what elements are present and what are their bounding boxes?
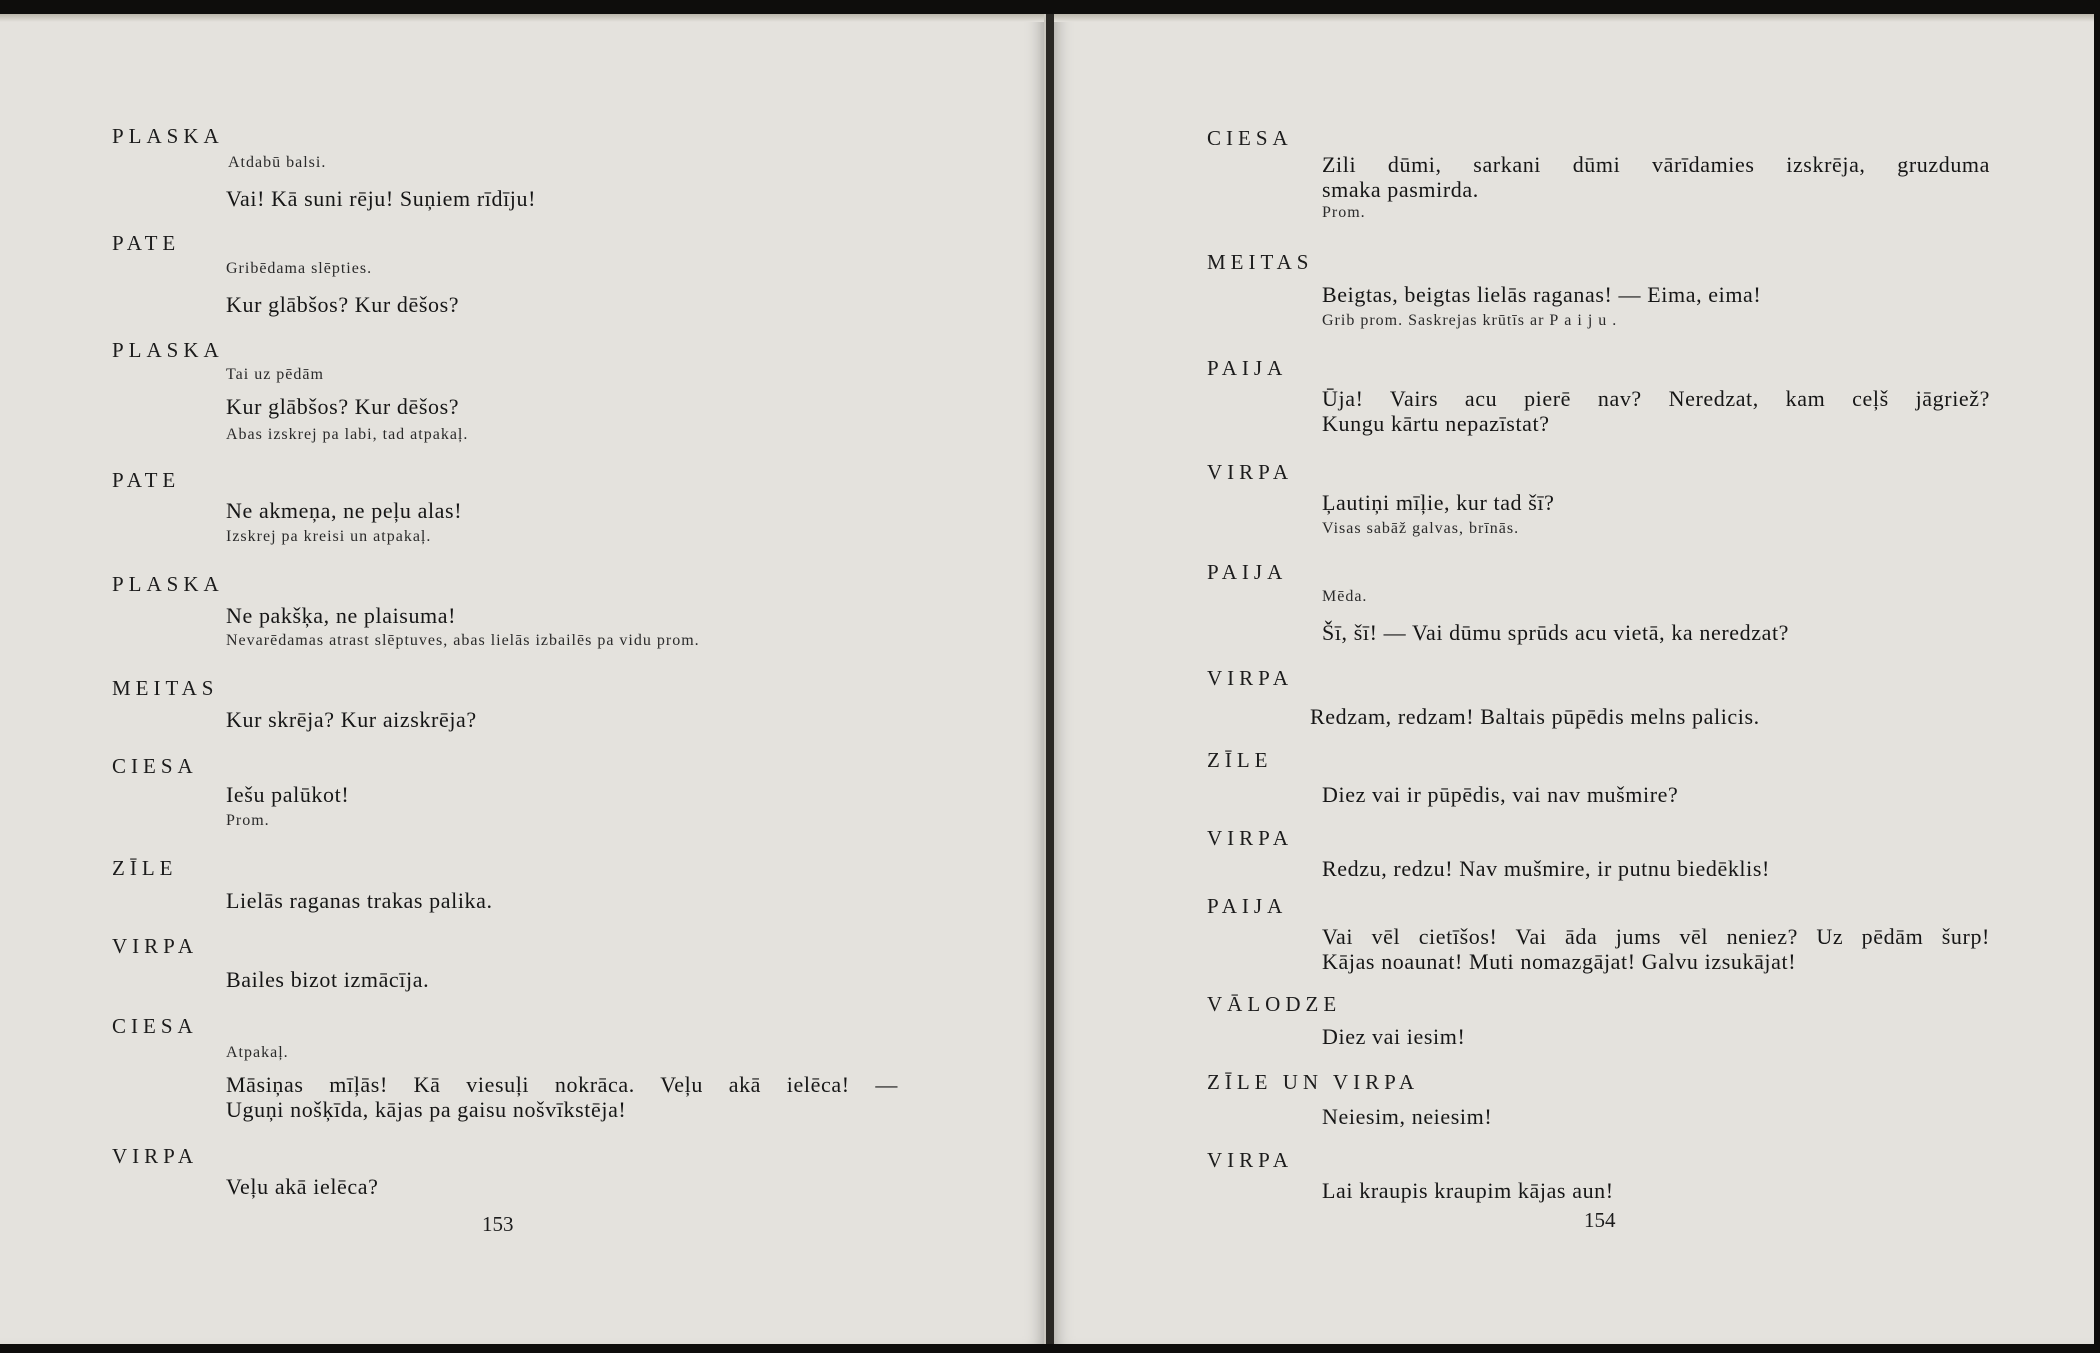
speaker-name: VIRPA	[1207, 666, 1294, 690]
speech-line: Kur glābšos? Kur dēšos?	[226, 292, 460, 317]
speech-line: Diez vai ir pūpēdis, vai nav mušmire?	[1322, 782, 1679, 807]
speaker-name: MEITAS	[1207, 250, 1314, 274]
right-page	[1054, 14, 2094, 1344]
speaker-name: VIRPA	[112, 1144, 199, 1168]
stage-direction	[1322, 312, 1622, 330]
speech-line: Redzam, redzam! Baltais pūpēdis melns palicis.	[1310, 704, 1760, 729]
speech-line: Kājas noaunat! Muti nomazgājat! Galvu izsukājat!	[1322, 949, 1797, 974]
speaker-name: CIESA	[112, 1014, 198, 1038]
page-top-edge	[1054, 14, 2094, 22]
stage-direction: Visas sabāž galvas, brīnās.	[1322, 520, 1520, 537]
speech-line: Diez vai iesim!	[1322, 1024, 1466, 1049]
stage-direction: Abas izskrej pa labi, tad atpakaļ.	[226, 426, 469, 443]
stage-direction: Izskrej pa kreisi un atpakaļ.	[226, 528, 432, 545]
page-number: 154	[1584, 1208, 1616, 1232]
speech-paragraph	[226, 1072, 898, 1122]
speech-line: Kur skrēja? Kur aizskrēja?	[226, 707, 477, 732]
speaker-name: CIESA	[112, 754, 198, 778]
speech-line: Vai! Kā suni rēju! Suņiem rīdīju!	[226, 186, 537, 211]
speaker-name: PAIJA	[1207, 356, 1288, 380]
speech-line: Bailes bizot izmācīja.	[226, 967, 430, 992]
book-gutter	[1046, 14, 1054, 1344]
speech-line: Kur glābšos? Kur dēšos?	[226, 394, 460, 419]
character-name-spaced: Paiju.	[1549, 312, 1623, 329]
stage-direction-text: Grib prom. Saskrejas krūtīs ar	[1322, 312, 1545, 329]
speaker-name: MEITAS	[112, 676, 219, 700]
speaker-name: VIRPA	[1207, 460, 1294, 484]
speech-line: Ļautiņi mīļie, kur tad šī?	[1322, 490, 1555, 515]
left-page	[0, 14, 1046, 1344]
stage-direction: Mēda.	[1322, 588, 1368, 605]
speaker-name: PLASKA	[112, 124, 224, 148]
speech-line: Beigtas, beigtas lielās raganas! — Eima, eima!	[1322, 282, 1762, 307]
speaker-name: ZĪLE	[1207, 748, 1273, 772]
stage-direction: Tai uz pēdām	[226, 366, 324, 383]
speech-line: Kungu kārtu nepazīstat?	[1322, 411, 1550, 436]
speech-paragraph	[1322, 152, 1990, 202]
speech-line: Veļu akā ielēca?	[226, 1174, 379, 1199]
speech-line: Lielās raganas trakas palika.	[226, 888, 493, 913]
speaker-name: VIRPA	[1207, 1148, 1294, 1172]
speech-paragraph	[1322, 386, 1990, 436]
speech-paragraph	[1322, 924, 1990, 974]
speaker-name: ZĪLE	[112, 856, 178, 880]
stage-direction: Gribēdama slēpties.	[226, 260, 373, 277]
page-number: 153	[482, 1212, 514, 1236]
page-top-edge	[0, 14, 1044, 22]
speech-line: Šī, šī! — Vai dūmu sprūds acu vietā, ka neredzat?	[1322, 620, 1790, 645]
stage-direction: Atdabū balsi.	[228, 154, 327, 171]
speaker-name: VĀLODZE	[1207, 992, 1342, 1016]
speaker-name: PATE	[112, 231, 181, 255]
stage-direction: Nevarēdamas atrast slēptuves, abas lielās izbailēs pa vidu prom.	[226, 632, 700, 649]
speaker-name: PAIJA	[1207, 894, 1288, 918]
speech-line: Uguņi nošķīda, kājas pa gaisu nošvīkstēja!	[226, 1097, 627, 1122]
speaker-name: CIESA	[1207, 126, 1293, 150]
speech-line: Ne pakšķa, ne plaisuma!	[226, 603, 457, 628]
speaker-name: PATE	[112, 468, 181, 492]
speaker-name: PLASKA	[112, 338, 224, 362]
speech-line: Neiesim, neiesim!	[1322, 1104, 1493, 1129]
speech-line: Redzu, redzu! Nav mušmire, ir putnu biedēklis!	[1322, 856, 1770, 881]
speech-line: smaka pasmirda.	[1322, 177, 1479, 202]
speaker-name: PAIJA	[1207, 560, 1288, 584]
stage-direction: Atpakaļ.	[226, 1044, 289, 1061]
speech-line: Ūja! Vairs acu pierē nav? Neredzat, kam ceļš jāgriež?	[1322, 386, 1990, 411]
speech-line: Lai kraupis kraupim kājas aun!	[1322, 1178, 1614, 1203]
speech-line: Māsiņas mīļās! Kā viesuļi nokrāca. Veļu akā ielēca! —	[226, 1072, 898, 1097]
speech-line: Vai vēl cietīšos! Vai āda jums vēl neniez? Uz pēdām šurp!	[1322, 924, 1990, 949]
speaker-name: ZĪLE UN VIRPA	[1207, 1070, 1420, 1094]
speech-line: Iešu palūkot!	[226, 782, 350, 807]
stage-direction: Prom.	[1322, 204, 1366, 221]
speaker-name: PLASKA	[112, 572, 224, 596]
speech-line: Ne akmeņa, ne peļu alas!	[226, 498, 463, 523]
speaker-name: VIRPA	[1207, 826, 1294, 850]
speaker-name: VIRPA	[112, 934, 199, 958]
stage-direction: Prom.	[226, 812, 270, 829]
speech-line: Zili dūmi, sarkani dūmi vārīdamies izskrēja, gruzduma	[1322, 152, 1990, 177]
